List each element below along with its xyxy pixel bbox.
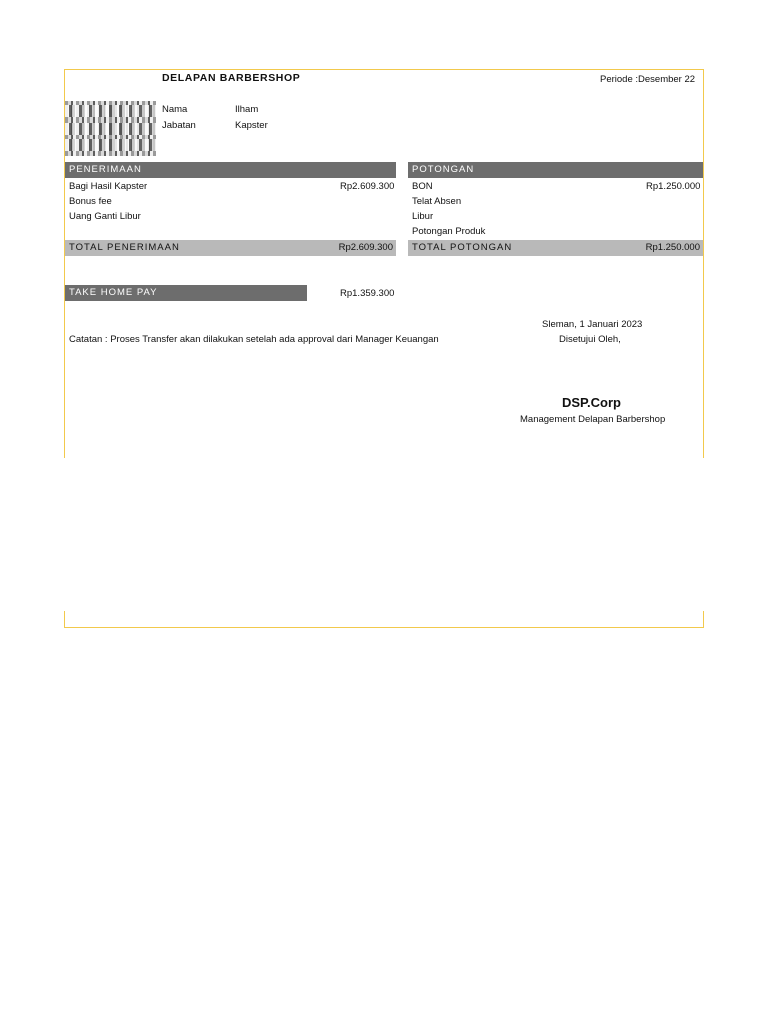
- potongan-item-label: BON: [412, 181, 433, 192]
- total-potongan-label: TOTAL POTONGAN: [412, 242, 513, 253]
- take-home-pay-bar: [65, 285, 307, 301]
- frame-bottom-border: [64, 627, 704, 628]
- total-penerimaan-label: TOTAL PENERIMAAN: [69, 242, 180, 253]
- position-value: Kapster: [235, 120, 268, 131]
- penerimaan-header-label: PENERIMAAN: [69, 164, 142, 175]
- penerimaan-item-label: Bonus fee: [69, 196, 112, 207]
- name-value: Ilham: [235, 104, 259, 115]
- potongan-item-label: Potongan Produk: [412, 226, 486, 237]
- take-home-pay-label: TAKE HOME PAY: [69, 287, 158, 298]
- frame-bottom-left-tick: [64, 611, 65, 627]
- frame-top-border: [64, 69, 704, 70]
- total-penerimaan-value: Rp2.609.300: [338, 242, 393, 253]
- total-penerimaan-row: [65, 240, 396, 256]
- company-name: DELAPAN BARBERSHOP: [162, 72, 301, 84]
- barbershop-logo-image: [65, 101, 156, 156]
- take-home-pay-value: Rp1.359.300: [340, 288, 395, 299]
- frame-bottom-right-tick: [703, 611, 704, 627]
- potongan-header: [408, 162, 703, 178]
- potongan-item-value: Rp1.250.000: [646, 181, 701, 192]
- penerimaan-item-label: Uang Ganti Libur: [69, 211, 141, 222]
- penerimaan-header: [65, 162, 396, 178]
- period-label: Periode :Desember 22: [600, 74, 696, 85]
- potongan-item-label: Libur: [412, 211, 434, 222]
- penerimaan-item-value: Rp2.609.300: [340, 181, 395, 192]
- signatory-name: DSP.Corp: [562, 395, 621, 410]
- frame-right-border: [703, 70, 704, 458]
- place-date: Sleman, 1 Januari 2023: [542, 319, 643, 330]
- total-potongan-row: [408, 240, 703, 256]
- total-potongan-value: Rp1.250.000: [645, 242, 700, 253]
- penerimaan-item-label: Bagi Hasil Kapster: [69, 181, 148, 192]
- potongan-header-label: POTONGAN: [412, 164, 475, 175]
- transfer-note: Catatan : Proses Transfer akan dilakukan setelah ada approval dari Manager Keuangan: [69, 334, 439, 345]
- signatory-role: Management Delapan Barbershop: [520, 414, 666, 425]
- approved-by-label: Disetujui Oleh,: [559, 334, 621, 345]
- name-label: Nama: [162, 104, 188, 115]
- position-label: Jabatan: [162, 120, 196, 131]
- potongan-item-label: Telat Absen: [412, 196, 462, 207]
